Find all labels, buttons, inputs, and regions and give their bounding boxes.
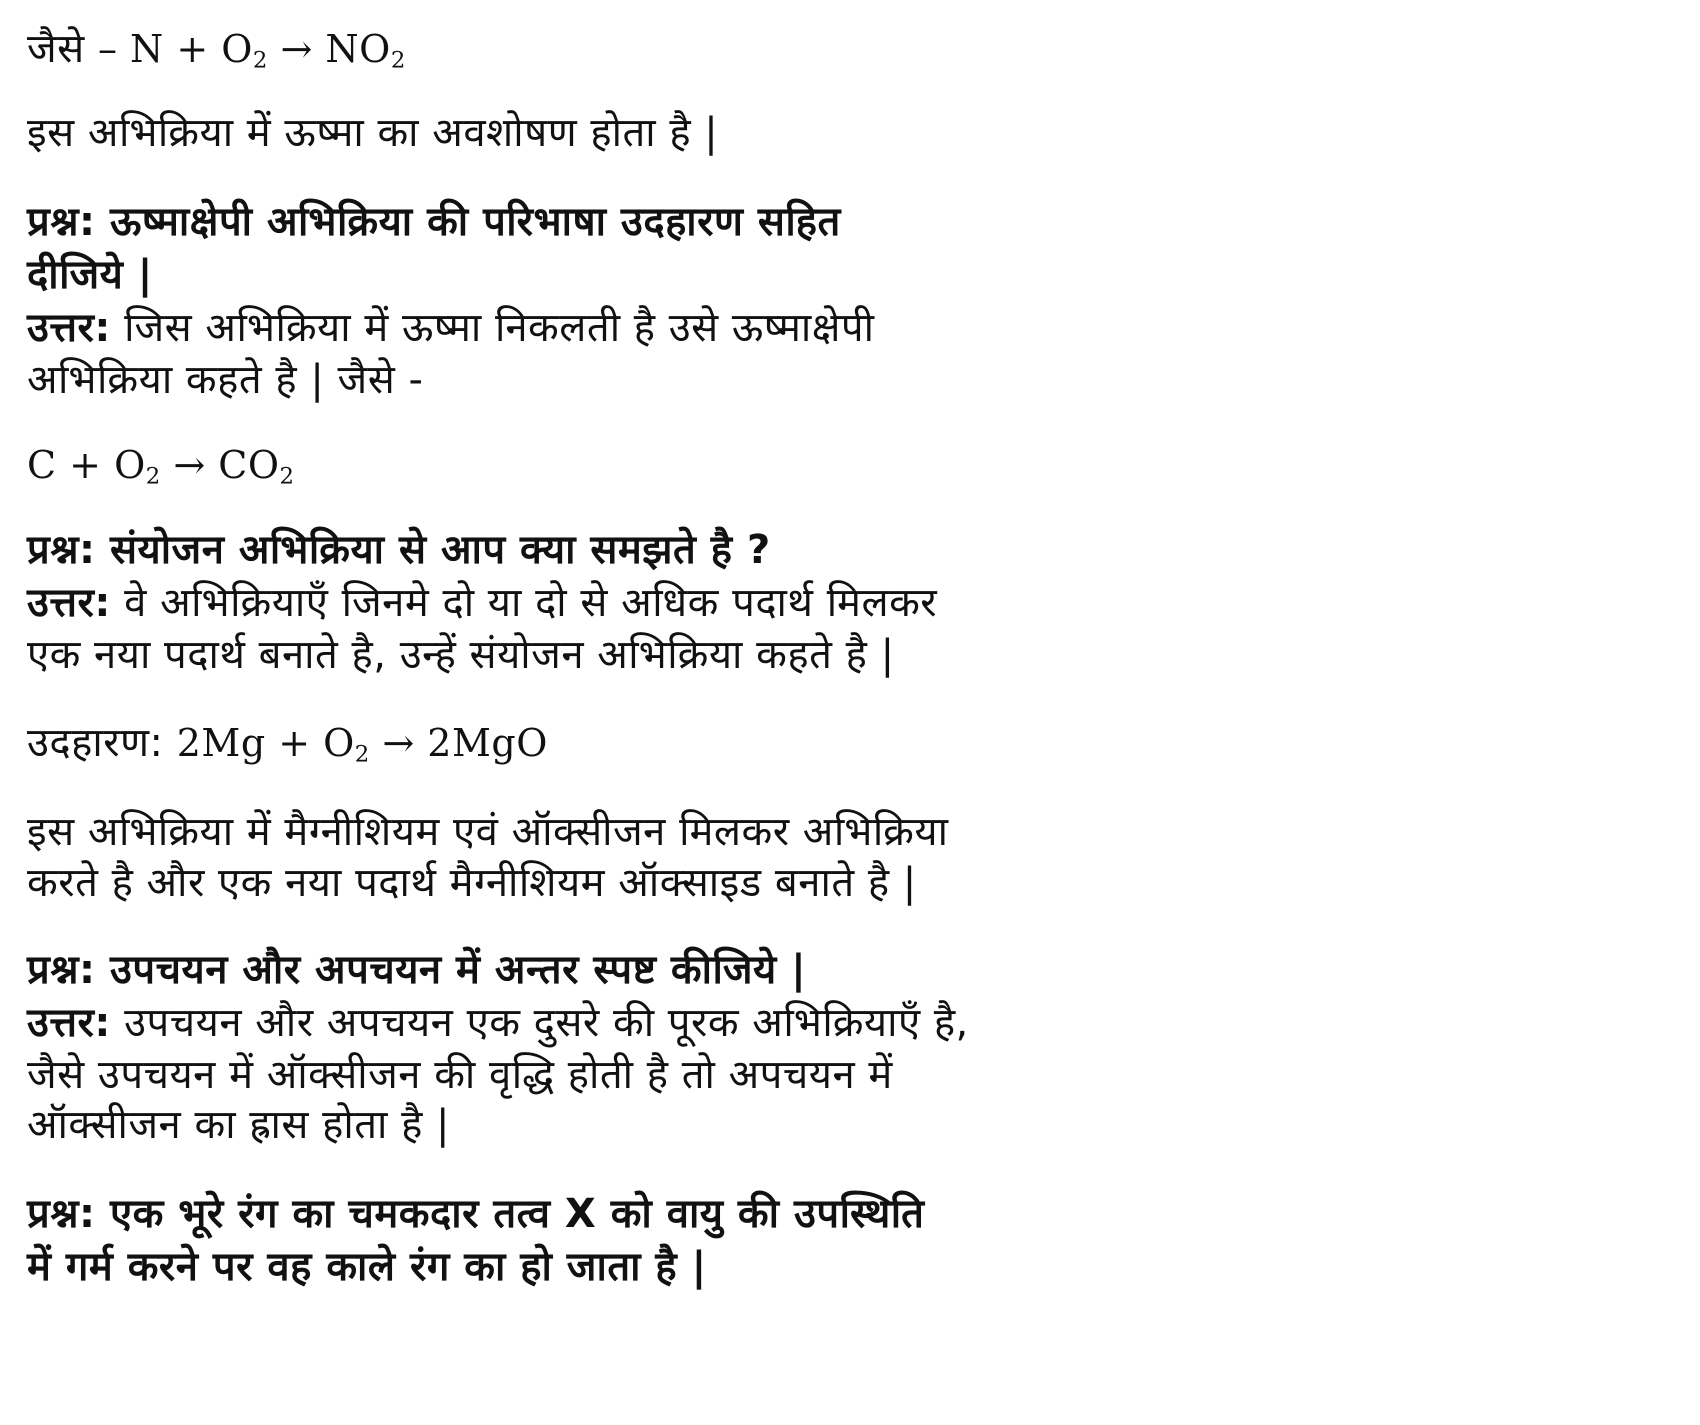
answer-label: उत्तर: bbox=[27, 305, 111, 351]
answer-text: उपचयन और अपचयन एक दुसरे की पूरक अभिक्रियाएँ है, bbox=[110, 1000, 969, 1046]
answer-text: वे अभिक्रियाएँ जिनमे दो या दो से अधिक पदार्थ मिलकर bbox=[110, 580, 938, 626]
body-text-line: करते है और एक नया पदार्थ मैग्नीशियम ऑक्साइड बनाते है | bbox=[27, 860, 917, 906]
question-line: प्रश्न: संयोजन अभिक्रिया से आप क्या समझते है ? bbox=[27, 527, 771, 573]
answer-line-continued: जैसे उपचयन में ऑक्सीजन की वृद्धि होती है तो अपचयन में bbox=[27, 1052, 893, 1098]
body-text-line: इस अभिक्रिया में ऊष्मा का अवशोषण होता है | bbox=[27, 110, 719, 156]
equation-line bbox=[27, 24, 406, 74]
question-line: प्रश्न: उपचयन और अपचयन में अन्तर स्पष्ट कीजिये | bbox=[27, 947, 807, 993]
line-prefix: उदहारण: bbox=[27, 720, 177, 766]
equation: $2Mg + O_2 \to 2MgO$ bbox=[176, 721, 548, 768]
line-prefix: जैसे bbox=[27, 26, 98, 72]
question-line-continued: दीजिये | bbox=[27, 252, 153, 298]
body-text-line: इस अभिक्रिया में मैग्नीशियम एवं ऑक्सीजन मिलकर अभिक्रिया bbox=[27, 809, 949, 855]
equation-line bbox=[27, 440, 295, 490]
question-line: प्रश्न: एक भूरे रंग का चमकदार तत्व X को वायु की उपस्थिति bbox=[27, 1191, 925, 1237]
example-equation-line bbox=[27, 718, 548, 768]
answer-line-continued: अभिक्रिया कहते है | जैसे - bbox=[27, 357, 424, 403]
answer-line-continued: ऑक्सीजन का ह्रास होता है | bbox=[27, 1102, 451, 1148]
answer-line-continued: एक नया पदार्थ बनाते है, उन्हें संयोजन अभिक्रिया कहते है | bbox=[27, 632, 895, 678]
answer-label: उत्तर: bbox=[27, 580, 111, 626]
question-line-continued: में गर्म करने पर वह काले रंग का हो जाता है | bbox=[27, 1244, 707, 1290]
answer-text: जिस अभिक्रिया में ऊष्मा निकलती है उसे ऊष्माक्षेपी bbox=[110, 305, 875, 351]
equation: – $N + O_2 \to NO_2$ bbox=[97, 27, 406, 74]
answer-label: उत्तर: bbox=[27, 1000, 111, 1046]
question-line: प्रश्न: ऊष्माक्षेपी अभिक्रिया की परिभाषा उदहारण सहित bbox=[27, 199, 841, 245]
equation: $C + O_2 \to CO_2$ bbox=[27, 443, 295, 490]
answer-line bbox=[27, 303, 874, 353]
answer-line bbox=[27, 578, 937, 628]
answer-line bbox=[27, 998, 969, 1048]
